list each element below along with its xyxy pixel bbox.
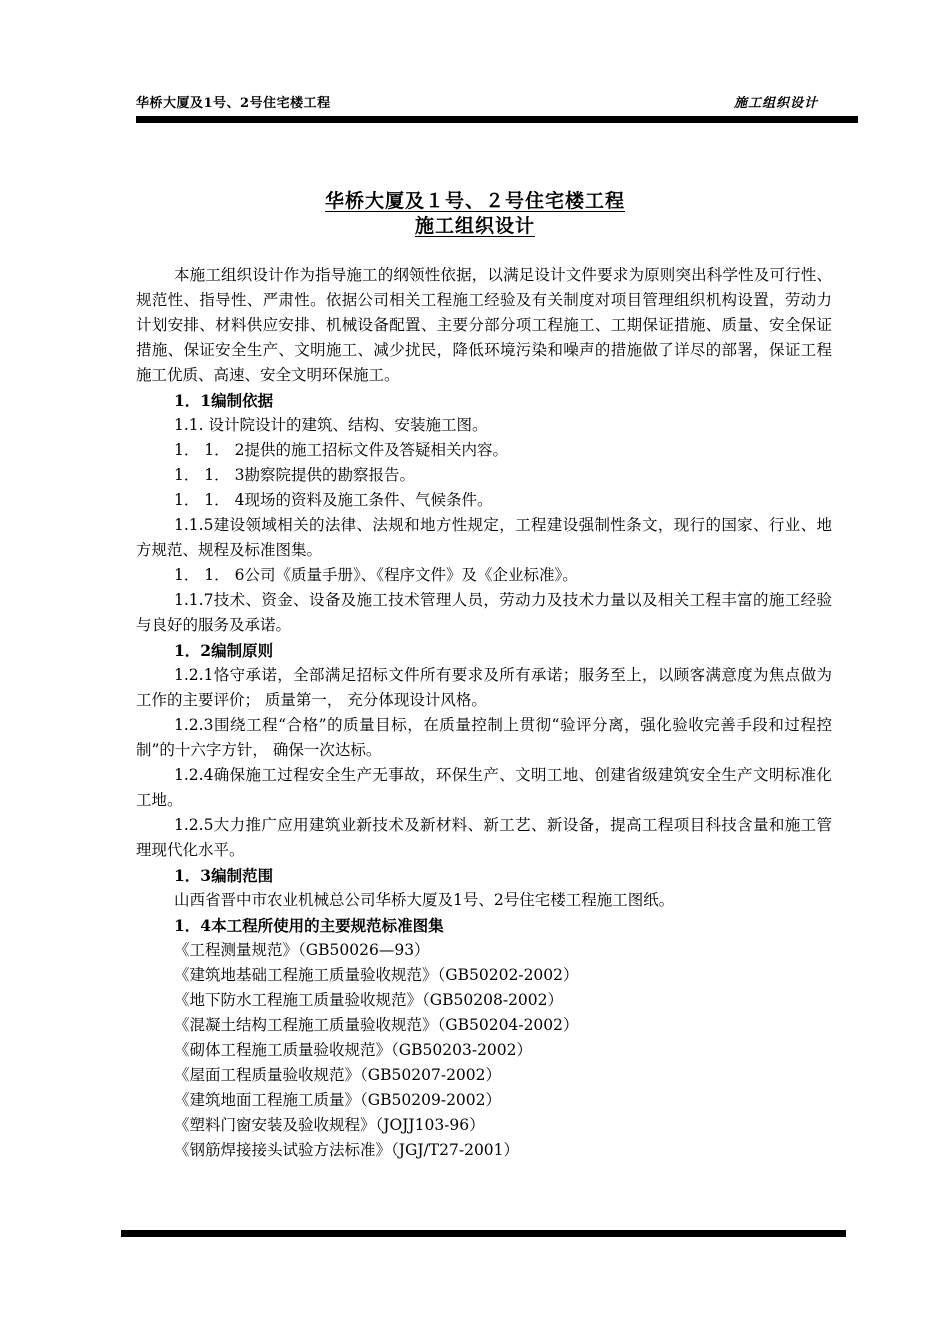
list-item: 1.2.4确保施工过程安全生产无事故，环保生产、文明工地、创建省级建筑安全生产文明标准化工地。 bbox=[136, 766, 832, 809]
standard-item: 《塑料门窗安装及验收规程》（JOJJ103-96） bbox=[174, 1116, 485, 1134]
list-item: 1． 1． 2提供的施工招标文件及答疑相关内容。 bbox=[174, 441, 508, 459]
header-project-name: 华桥大厦及1号、2号住宅楼工程 bbox=[136, 96, 331, 111]
footer-rule bbox=[121, 1230, 846, 1237]
standard-item: 《建筑地面工程施工质量》（GB50209-2002） bbox=[174, 1091, 502, 1109]
intro-paragraph: 本施工组织设计作为指导施工的纲领性依据，以满足设计文件要求为原则突出科学性及可行性、规范性、指导性、严肃性。依据公司相关工程施工经验及有关制度对项目管理组织机构设置，劳动力计划安排、材料供应安排、机械设备配置、主要分部分项工程施工、工期保证措施、质量、安全保证措施、保证安全生产、文明施工、减少扰民，降低环境污染和噪声的措施做了详尽的部署，保证工程施工优质、高速、安全文明环保施工。 bbox=[136, 266, 832, 384]
document-body bbox=[136, 263, 832, 1163]
list-item: 1． 1． 6公司《质量手册》、《程序文件》及《企业标准》。 bbox=[174, 566, 578, 584]
section-heading: 1．4本工程所使用的主要规范标准图集 bbox=[174, 916, 444, 935]
standard-item: 《砌体工程施工质量验收规范》（GB50203-2002） bbox=[174, 1041, 533, 1059]
standard-item: 《混凝土结构工程施工质量验收规范》（GB50204-2002） bbox=[174, 1016, 579, 1034]
header-doc-type: 施工组织设计 bbox=[733, 96, 818, 111]
standard-item: 《工程测量规范》（GB50026—93） bbox=[174, 941, 430, 959]
document-title: 华桥大厦及１号、２号住宅楼工程 bbox=[324, 190, 625, 212]
header-rule bbox=[136, 116, 858, 123]
standard-item: 《钢筋焊接接头试验方法标准》（JGJ/T27-2001） bbox=[174, 1141, 520, 1159]
list-item: 1． 1． 3勘察院提供的勘察报告。 bbox=[174, 466, 415, 484]
list-item: 1.1.5建设领域相关的法律、法规和地方性规定，工程建设强制性条文，现行的国家、行业、地方规范、规程及标准图集。 bbox=[136, 516, 832, 559]
section-heading: 1．2编制原则 bbox=[174, 641, 274, 660]
standard-item: 《地下防水工程施工质量验收规范》（GB50208-2002） bbox=[174, 991, 564, 1009]
list-item: 1.2.5大力推广应用建筑业新技术及新材料、新工艺、新设备，提高工程项目科技含量和施工管理现代化水平。 bbox=[136, 816, 832, 859]
standard-item: 《屋面工程质量验收规范》（GB50207-2002） bbox=[174, 1066, 502, 1084]
document-subtitle: 施工组织设计 bbox=[414, 215, 535, 237]
section-heading: 1．3编制范围 bbox=[174, 866, 274, 885]
list-item: 1.1. 设计院设计的建筑、结构、安装施工图。 bbox=[174, 416, 488, 434]
scope-text: 山西省晋中市农业机械总公司华桥大厦及1号、2号住宅楼工程施工图纸。 bbox=[174, 891, 675, 909]
list-item: 1.2.1恪守承诺，全部满足招标文件所有要求及所有承诺；服务至上，以顾客满意度为焦点做为工作的主要评价； 质量第一， 充分体现设计风格。 bbox=[136, 666, 832, 709]
list-item: 1.1.7技术、资金、设备及施工技术管理人员，劳动力及技术力量以及相关工程丰富的施工经验与良好的服务及承诺。 bbox=[136, 591, 832, 634]
standard-item: 《建筑地基础工程施工质量验收规范》（GB50202-2002） bbox=[174, 966, 579, 984]
list-item: 1． 1． 4现场的资料及施工条件、气候条件。 bbox=[174, 491, 493, 509]
list-item: 1.2.3围绕工程“合格”的质量目标，在质量控制上贯彻“验评分离，强化验收完善手段和过程控制”的十六字方针， 确保一次达标。 bbox=[136, 716, 832, 759]
section-heading: 1．1编制依据 bbox=[174, 391, 274, 410]
